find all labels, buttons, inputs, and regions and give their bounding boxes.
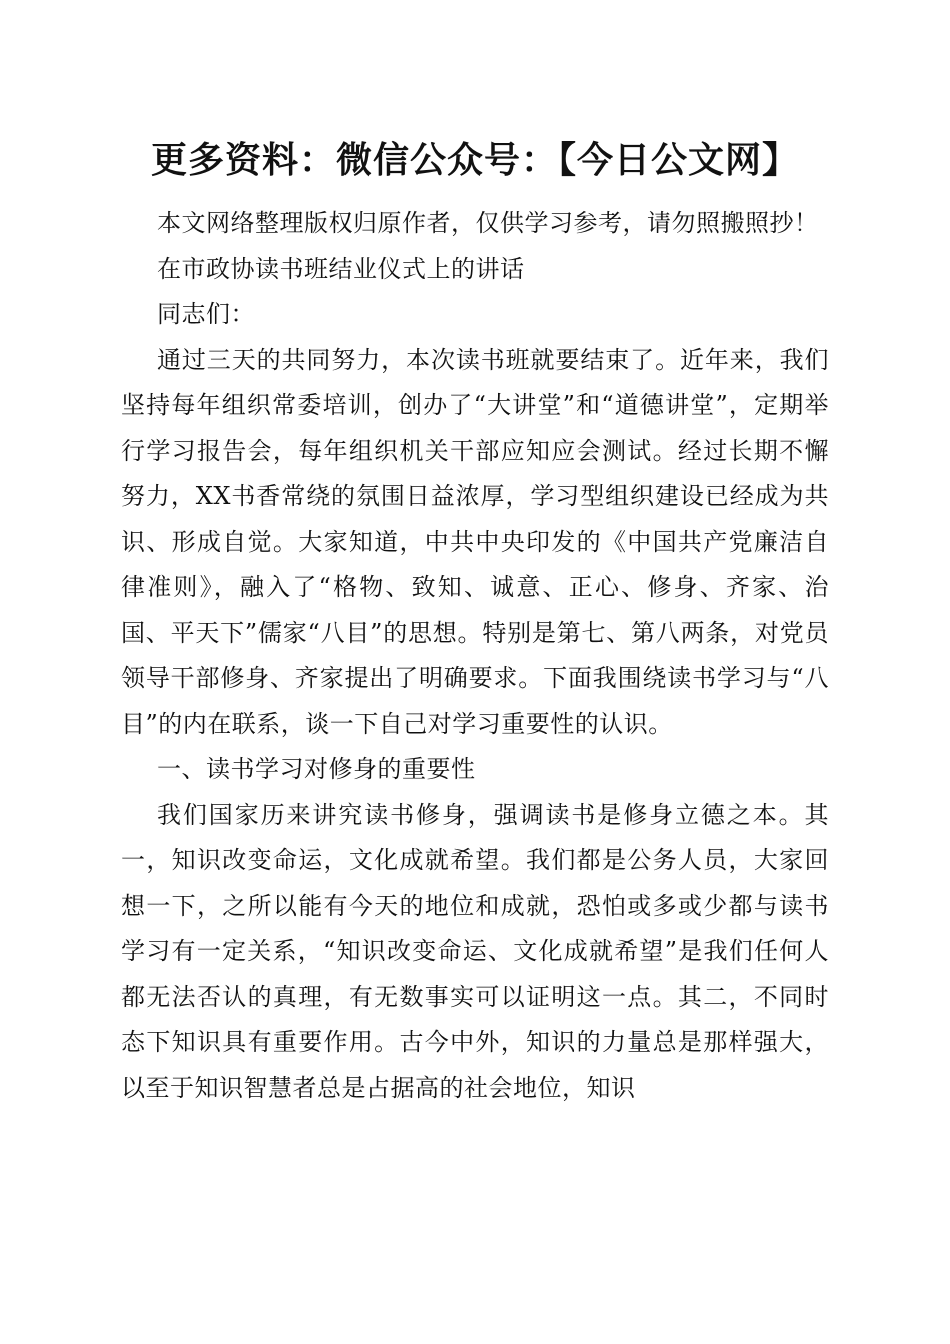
copyright-notice: 本文网络整理版权归原作者，仅供学习参考，请勿照搬照抄！	[157, 209, 819, 237]
header-title: 更多资料：微信公众号：【今日公文网】	[150, 139, 799, 181]
intro-paragraph: 通过三天的共同努力，本次读书班就要结束了。近年来，我们坚持每年组织常委培训，创办了“大讲堂”和“道德讲堂”，定期举行学习报告会，每年组织机关干部应知应会测试。经过长期不懈努力，XX书香常绕的氛围日益浓厚，学习型组织建设已经成为共识、形成自觉。大家知道，中共中央印发的《中国共产党廉洁自律准则》，融入了“格物、致知、诚意、正心、修身、齐家、治国、平天下”儒家“八目”的思想。特别是第七、第八两条，对党员领导干部修身、齐家提出了明确要求。下面我围绕读书学习与“八目”的内在联系，谈一下自己对学习重要性的认识。	[121, 345, 829, 738]
section-paragraph: 我们国家历来讲究读书修身，强调读书是修身立德之本。其一，知识改变命运，文化成就希望。我们都是公务人员，大家回想一下，之所以能有今天的地位和成就，恐怕或多或少都与读书学习有一定关系，“知识改变命运、文化成就希望”是我们任何人都无法否认的真理，有无数事实可以证明这一点。其二，不同时态下知识具有重要作用。古今中外，知识的力量总是那样强大，以至于知识智慧者总是占据高的社会地位，知识	[121, 800, 829, 1102]
document-body	[121, 201, 829, 1111]
salutation: 同志们：	[157, 300, 255, 328]
speech-title: 在市政协读书班结业仪式上的讲话	[157, 254, 525, 283]
section-heading: 一、读书学习对修身的重要性	[157, 755, 476, 783]
